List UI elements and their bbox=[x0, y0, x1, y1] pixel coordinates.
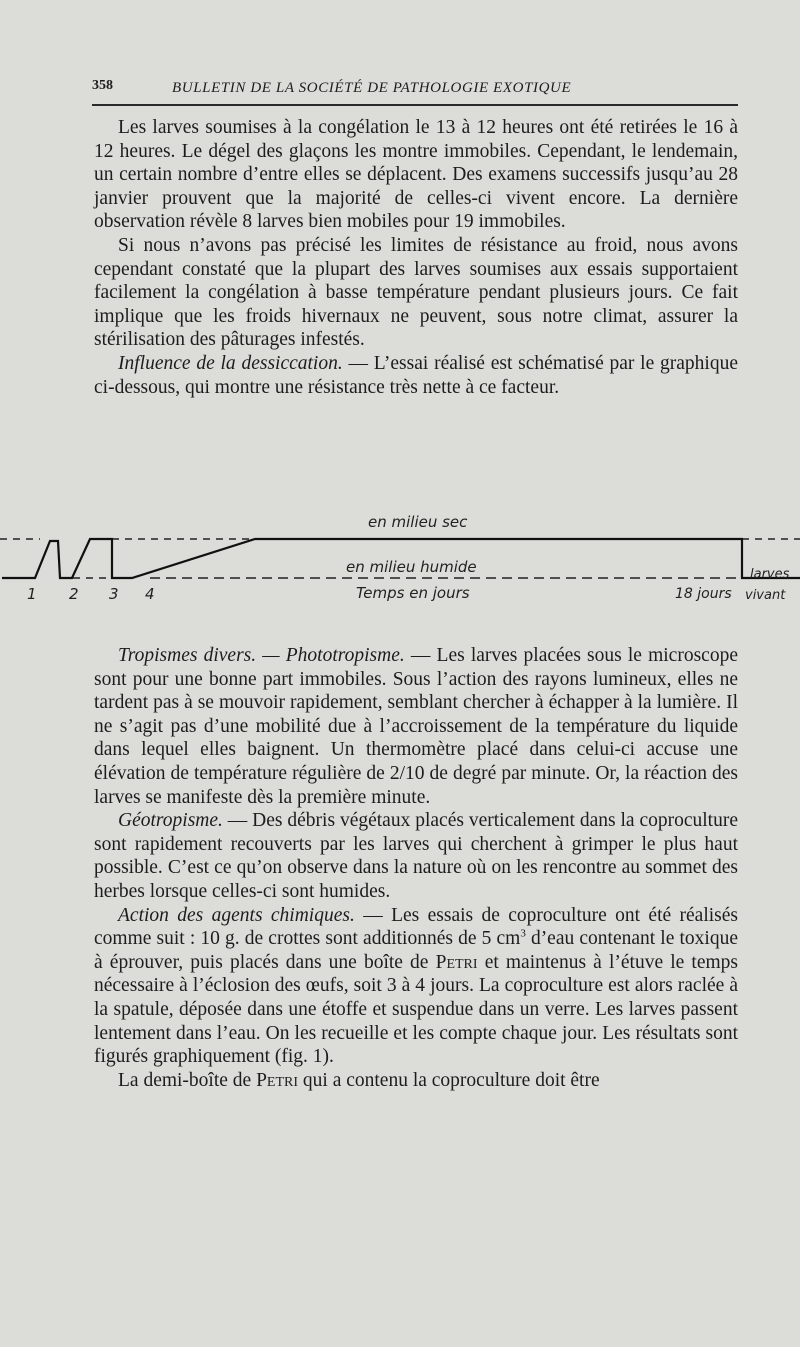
tick-label-2: 2 bbox=[69, 585, 79, 603]
section-title-geotropisme: Géotropisme. bbox=[118, 810, 223, 832]
page-number: 358 bbox=[92, 78, 113, 93]
label-humid-medium: en milieu humide bbox=[346, 558, 477, 576]
demi-boite-text-a: La demi-boîte de bbox=[118, 1069, 257, 1091]
paragraph-dessiccation bbox=[94, 352, 738, 399]
dessiccation-figure bbox=[0, 508, 800, 608]
text-block-top bbox=[94, 116, 738, 399]
cubic-superscript: 3 bbox=[520, 927, 526, 940]
section-title-phototropisme: Tropismes divers. — Phototropisme. bbox=[118, 645, 405, 666]
paragraph-froid: Si nous n’avons pas précisé les limites de résistance au froid, nous avons cependant constaté que la plupart des larves soumises aux essais supportaient facilement la congélation à basse température pendant plusieurs jours. Ce fait implique que les froids hivernaux ne peuvent, sous notre climat, assurer la stérilisation des pâturages infestés. bbox=[94, 234, 738, 351]
paragraph-geotropisme-text: — Des débris végétaux placés verticalement dans la coproculture sont rapidement recouverts par les larves qui cherchent à grimper le plus haut possible. C’est ce qu’on observe dans la nature où on les rencontre au sommet des herbes lorsque celles-ci sont humides. bbox=[94, 810, 738, 902]
agents-text-b: d’eau contenant le toxique à éprouver, puis placés dans une boîte de bbox=[94, 928, 738, 973]
paragraph-congelation: Les larves soumises à la congélation le 13 à 12 heures ont été retirées le 16 à 12 heures. Le dégel des glaçons les montre immobiles. Cependant, le lendemain, un certain nombre d’entre elles se déplacent. Des examens successifs jusqu’au 28 janvier prouvent que la majorité de celles-ci vivent encore. La dernière observation révèle 8 larves bien mobiles pour 19 immobiles. bbox=[94, 117, 738, 233]
paragraph-phototropisme-text: — Les larves placées sous le microscope sont pour une bonne part immobiles. Sous l’action des rayons lumineux, elles ne tardent pas à se mouvoir rapidement, semblant chercher à échapper à la lumière. Il ne s’agit pas d’une mobilité due à l’accroissement de la température du liquide dans lequel elles baignent. Un thermomètre placé dans celui-ci accuse une élévation de température régulière de 2/10 de degré par minute. Or, la réaction des larves se manifeste dès la première minute. bbox=[94, 645, 738, 808]
x-axis-label: Temps en jours bbox=[356, 584, 470, 602]
paragraph-geotropisme bbox=[94, 809, 738, 903]
agents-text-c: et maintenus à l’étuve le temps nécessaire à l’éclosion des œufs, soit 3 à 4 jours. La coproculture est alors raclée à la spatule, déposée dans une étoffe et suspendue dans un verre. Les larves passent lentement dans l’eau. On les recueille et les compte chaque jour. Les résultats sont figurés graphiquement (fig. 1). bbox=[94, 951, 739, 1068]
running-title: BULLETIN DE LA SOCIÉTÉ DE PATHOLOGIE EXOTIQUE bbox=[172, 80, 572, 96]
page-header bbox=[92, 78, 738, 106]
tick-label-1: 1 bbox=[27, 585, 37, 603]
paragraph-agents-chimiques bbox=[94, 904, 738, 1069]
agents-text-a: — Les essais de coproculture ont été réalisés comme suit : 10 g. de crottes sont additionnés de 5 cm bbox=[94, 904, 738, 950]
dessiccation-diagram bbox=[0, 508, 800, 608]
petri-name: Petri bbox=[435, 951, 478, 973]
tick-label-3: 3 bbox=[109, 585, 119, 603]
paragraph-dessiccation-text: — L’essai réalisé est schématisé par le graphique ci-dessous, qui montre une résistance très nette à ce facteur. bbox=[94, 352, 738, 398]
petri-name-2: Petri bbox=[256, 1069, 299, 1091]
section-title-dessiccation: Influence de la dessiccation. bbox=[118, 352, 343, 374]
label-vivantes: vivant bbox=[745, 588, 786, 603]
label-larves: larves bbox=[750, 567, 790, 582]
paragraph-demi-boite bbox=[94, 1069, 738, 1093]
section-title-agents-chimiques: Action des agents chimiques. bbox=[118, 904, 355, 926]
tick-label-18-jours: 18 jours bbox=[675, 586, 732, 602]
tick-label-4: 4 bbox=[145, 585, 155, 603]
paragraph-phototropisme bbox=[94, 644, 738, 809]
demi-boite-text-b: qui a contenu la coproculture doit être bbox=[298, 1069, 600, 1091]
label-dry-medium: en milieu sec bbox=[368, 513, 468, 531]
text-block-bottom bbox=[94, 644, 738, 1092]
